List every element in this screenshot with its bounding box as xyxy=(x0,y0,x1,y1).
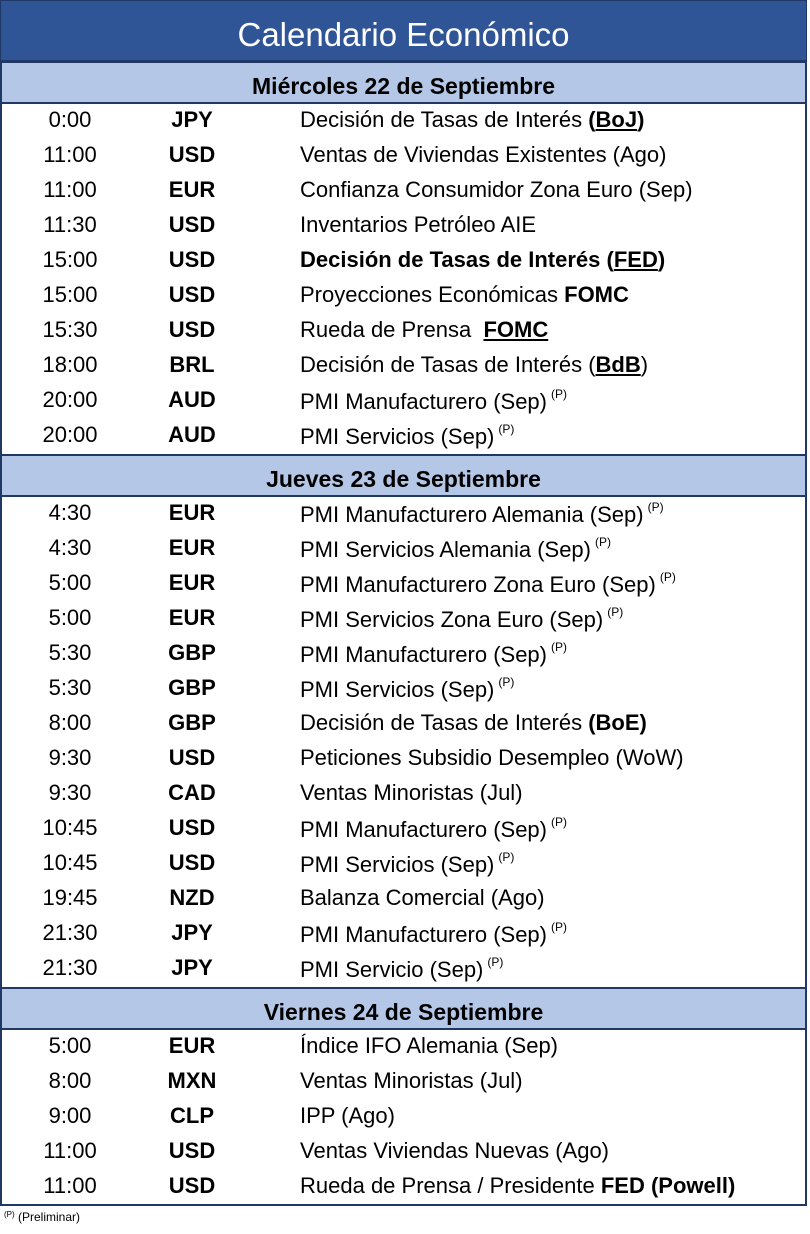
event-currency: EUR xyxy=(168,500,216,525)
event-name: Inventarios Petróleo AIE xyxy=(300,212,537,237)
event-time: 8:00 xyxy=(48,1068,92,1093)
event-currency: EUR xyxy=(168,1033,216,1058)
event-name: PMI Servicios (Sep) $^{(P)}$ xyxy=(300,422,515,449)
event-time: 10:45 xyxy=(42,850,98,875)
event-row xyxy=(2,672,805,707)
day-header: Viernes 24 de Septiembre xyxy=(2,987,805,1030)
event-row xyxy=(2,244,805,279)
event-currency: GBP xyxy=(168,675,216,700)
event-name: Decisión de Tasas de Interés (BoE) xyxy=(300,710,647,735)
event-time: 8:00 xyxy=(48,710,92,735)
event-currency: USD xyxy=(168,282,216,307)
event-time: 11:00 xyxy=(43,1173,97,1198)
event-row xyxy=(2,279,805,314)
event-time: 9:00 xyxy=(48,1103,92,1128)
event-row xyxy=(2,1100,805,1135)
event-time: 15:00 xyxy=(42,247,98,272)
event-name: PMI Manufacturero (Sep) $^{(P)}$ xyxy=(300,387,567,414)
event-row xyxy=(2,209,805,244)
event-row xyxy=(2,1030,805,1065)
event-row xyxy=(2,384,805,419)
event-time: 9:30 xyxy=(48,780,92,805)
event-currency: EUR xyxy=(168,570,216,595)
day-section xyxy=(0,987,807,1205)
event-row xyxy=(2,567,805,602)
event-time: 5:30 xyxy=(48,640,92,665)
event-row xyxy=(2,637,805,672)
event-currency: USD xyxy=(168,317,216,342)
event-currency: EUR xyxy=(168,535,216,560)
event-currency: CLP xyxy=(170,1103,214,1128)
event-name: PMI Manufacturero (Sep) $^{(P)}$ xyxy=(300,640,567,667)
event-name: PMI Servicio (Sep) $^{(P)}$ xyxy=(300,955,504,982)
event-name: PMI Manufacturero (Sep) $^{(P)}$ xyxy=(300,920,567,947)
event-name: Peticiones Subsidio Desempleo (WoW) xyxy=(300,745,684,770)
event-row xyxy=(2,419,805,454)
event-time: 11:30 xyxy=(43,212,97,237)
event-name: PMI Servicios (Sep) $^{(P)}$ xyxy=(300,675,515,702)
event-name: Balanza Comercial (Ago) xyxy=(300,885,545,910)
event-name: Rueda de Prensa / Presidente FED (Powell) xyxy=(300,1173,736,1198)
event-row xyxy=(2,882,805,917)
event-name: PMI Servicios Zona Euro (Sep) $^{(P)}$ xyxy=(300,605,624,632)
event-name: Ventas Minoristas (Jul) xyxy=(300,780,523,805)
event-name: Decisión de Tasas de Interés (BdB) xyxy=(300,352,649,377)
event-currency: USD xyxy=(168,1138,216,1163)
event-time: 11:00 xyxy=(43,142,97,167)
event-currency: GBP xyxy=(168,640,216,665)
event-time: 19:45 xyxy=(42,885,98,910)
day-header: Jueves 23 de Septiembre xyxy=(2,454,805,497)
event-currency: USD xyxy=(168,850,216,875)
event-currency: USD xyxy=(168,1173,216,1198)
event-name: Ventas Minoristas (Jul) xyxy=(300,1068,523,1093)
event-currency: JPY xyxy=(171,955,213,980)
event-time: 10:45 xyxy=(42,815,98,840)
event-time: 15:00 xyxy=(42,282,98,307)
day-section xyxy=(0,61,807,454)
event-currency: AUD xyxy=(168,387,216,412)
footnote-text: (Preliminar) xyxy=(18,1210,81,1224)
event-time: 18:00 xyxy=(42,352,98,377)
event-row xyxy=(2,497,805,532)
event-time: 9:30 xyxy=(48,745,92,770)
footnote-mark: (P) xyxy=(4,1210,15,1219)
event-currency: NZD xyxy=(169,885,215,910)
table-bottom-border xyxy=(0,1204,807,1206)
event-time: 5:00 xyxy=(48,570,92,595)
event-currency: JPY xyxy=(171,920,213,945)
event-time: 21:30 xyxy=(42,955,98,980)
event-time: 20:00 xyxy=(42,387,98,412)
event-row xyxy=(2,174,805,209)
event-currency: MXN xyxy=(167,1068,217,1093)
event-row xyxy=(2,707,805,742)
event-row xyxy=(2,532,805,567)
event-time: 11:00 xyxy=(43,1138,97,1163)
event-time: 5:30 xyxy=(48,675,92,700)
event-time: 4:30 xyxy=(48,535,92,560)
event-time: 5:00 xyxy=(48,1033,92,1058)
event-name: Índice IFO Alemania (Sep) xyxy=(300,1033,559,1058)
event-name: Decisión de Tasas de Interés (FED) xyxy=(300,247,666,272)
event-currency: GBP xyxy=(168,710,216,735)
event-row xyxy=(2,1135,805,1170)
day-section xyxy=(0,454,807,987)
event-currency: BRL xyxy=(169,352,215,377)
event-name: PMI Manufacturero (Sep) $^{(P)}$ xyxy=(300,815,567,842)
event-row xyxy=(2,349,805,384)
event-time: 5:00 xyxy=(48,605,92,630)
event-currency: USD xyxy=(168,212,216,237)
event-currency: EUR xyxy=(168,177,216,202)
event-row xyxy=(2,314,805,349)
event-name: IPP (Ago) xyxy=(300,1103,395,1128)
event-name: Decisión de Tasas de Interés (BoJ) xyxy=(300,107,645,132)
event-row xyxy=(2,104,805,139)
day-header: Miércoles 22 de Septiembre xyxy=(2,61,805,104)
event-row xyxy=(2,139,805,174)
event-row xyxy=(2,1065,805,1100)
event-time: 20:00 xyxy=(42,422,98,447)
event-currency: AUD xyxy=(168,422,216,447)
event-name: PMI Servicios Alemania (Sep) $^{(P)}$ xyxy=(300,535,611,562)
event-row xyxy=(2,847,805,882)
event-currency: USD xyxy=(168,745,216,770)
event-name: PMI Servicios (Sep) $^{(P)}$ xyxy=(300,850,515,877)
event-row xyxy=(2,742,805,777)
event-currency: USD xyxy=(168,815,216,840)
event-name: Ventas Viviendas Nuevas (Ago) xyxy=(300,1138,609,1163)
event-row xyxy=(2,602,805,637)
event-time: 4:30 xyxy=(48,500,92,525)
event-name: Rueda de Prensa FOMC xyxy=(300,317,549,342)
event-currency: USD xyxy=(168,247,216,272)
event-time: 11:00 xyxy=(43,177,97,202)
calendar-title: Calendario Económico xyxy=(0,0,807,61)
event-name: PMI Manufacturero Alemania (Sep) $^{(P)}$ xyxy=(300,500,664,527)
event-time: 0:00 xyxy=(48,107,92,132)
event-currency: JPY xyxy=(171,107,213,132)
event-row xyxy=(2,777,805,812)
event-name: PMI Manufacturero Zona Euro (Sep) $^{(P)}$ xyxy=(300,570,676,597)
event-name: Proyecciones Económicas FOMC xyxy=(300,282,629,307)
event-currency: CAD xyxy=(168,780,216,805)
event-name: Confianza Consumidor Zona Euro (Sep) xyxy=(300,177,693,202)
event-row xyxy=(2,1170,805,1205)
event-time: 21:30 xyxy=(42,920,98,945)
event-currency: EUR xyxy=(168,605,216,630)
event-row xyxy=(2,917,805,952)
event-row xyxy=(2,952,805,987)
event-currency: USD xyxy=(168,142,216,167)
event-name: Ventas de Viviendas Existentes (Ago) xyxy=(300,142,667,167)
event-time: 15:30 xyxy=(42,317,98,342)
footnote xyxy=(4,1210,80,1224)
event-row xyxy=(2,812,805,847)
